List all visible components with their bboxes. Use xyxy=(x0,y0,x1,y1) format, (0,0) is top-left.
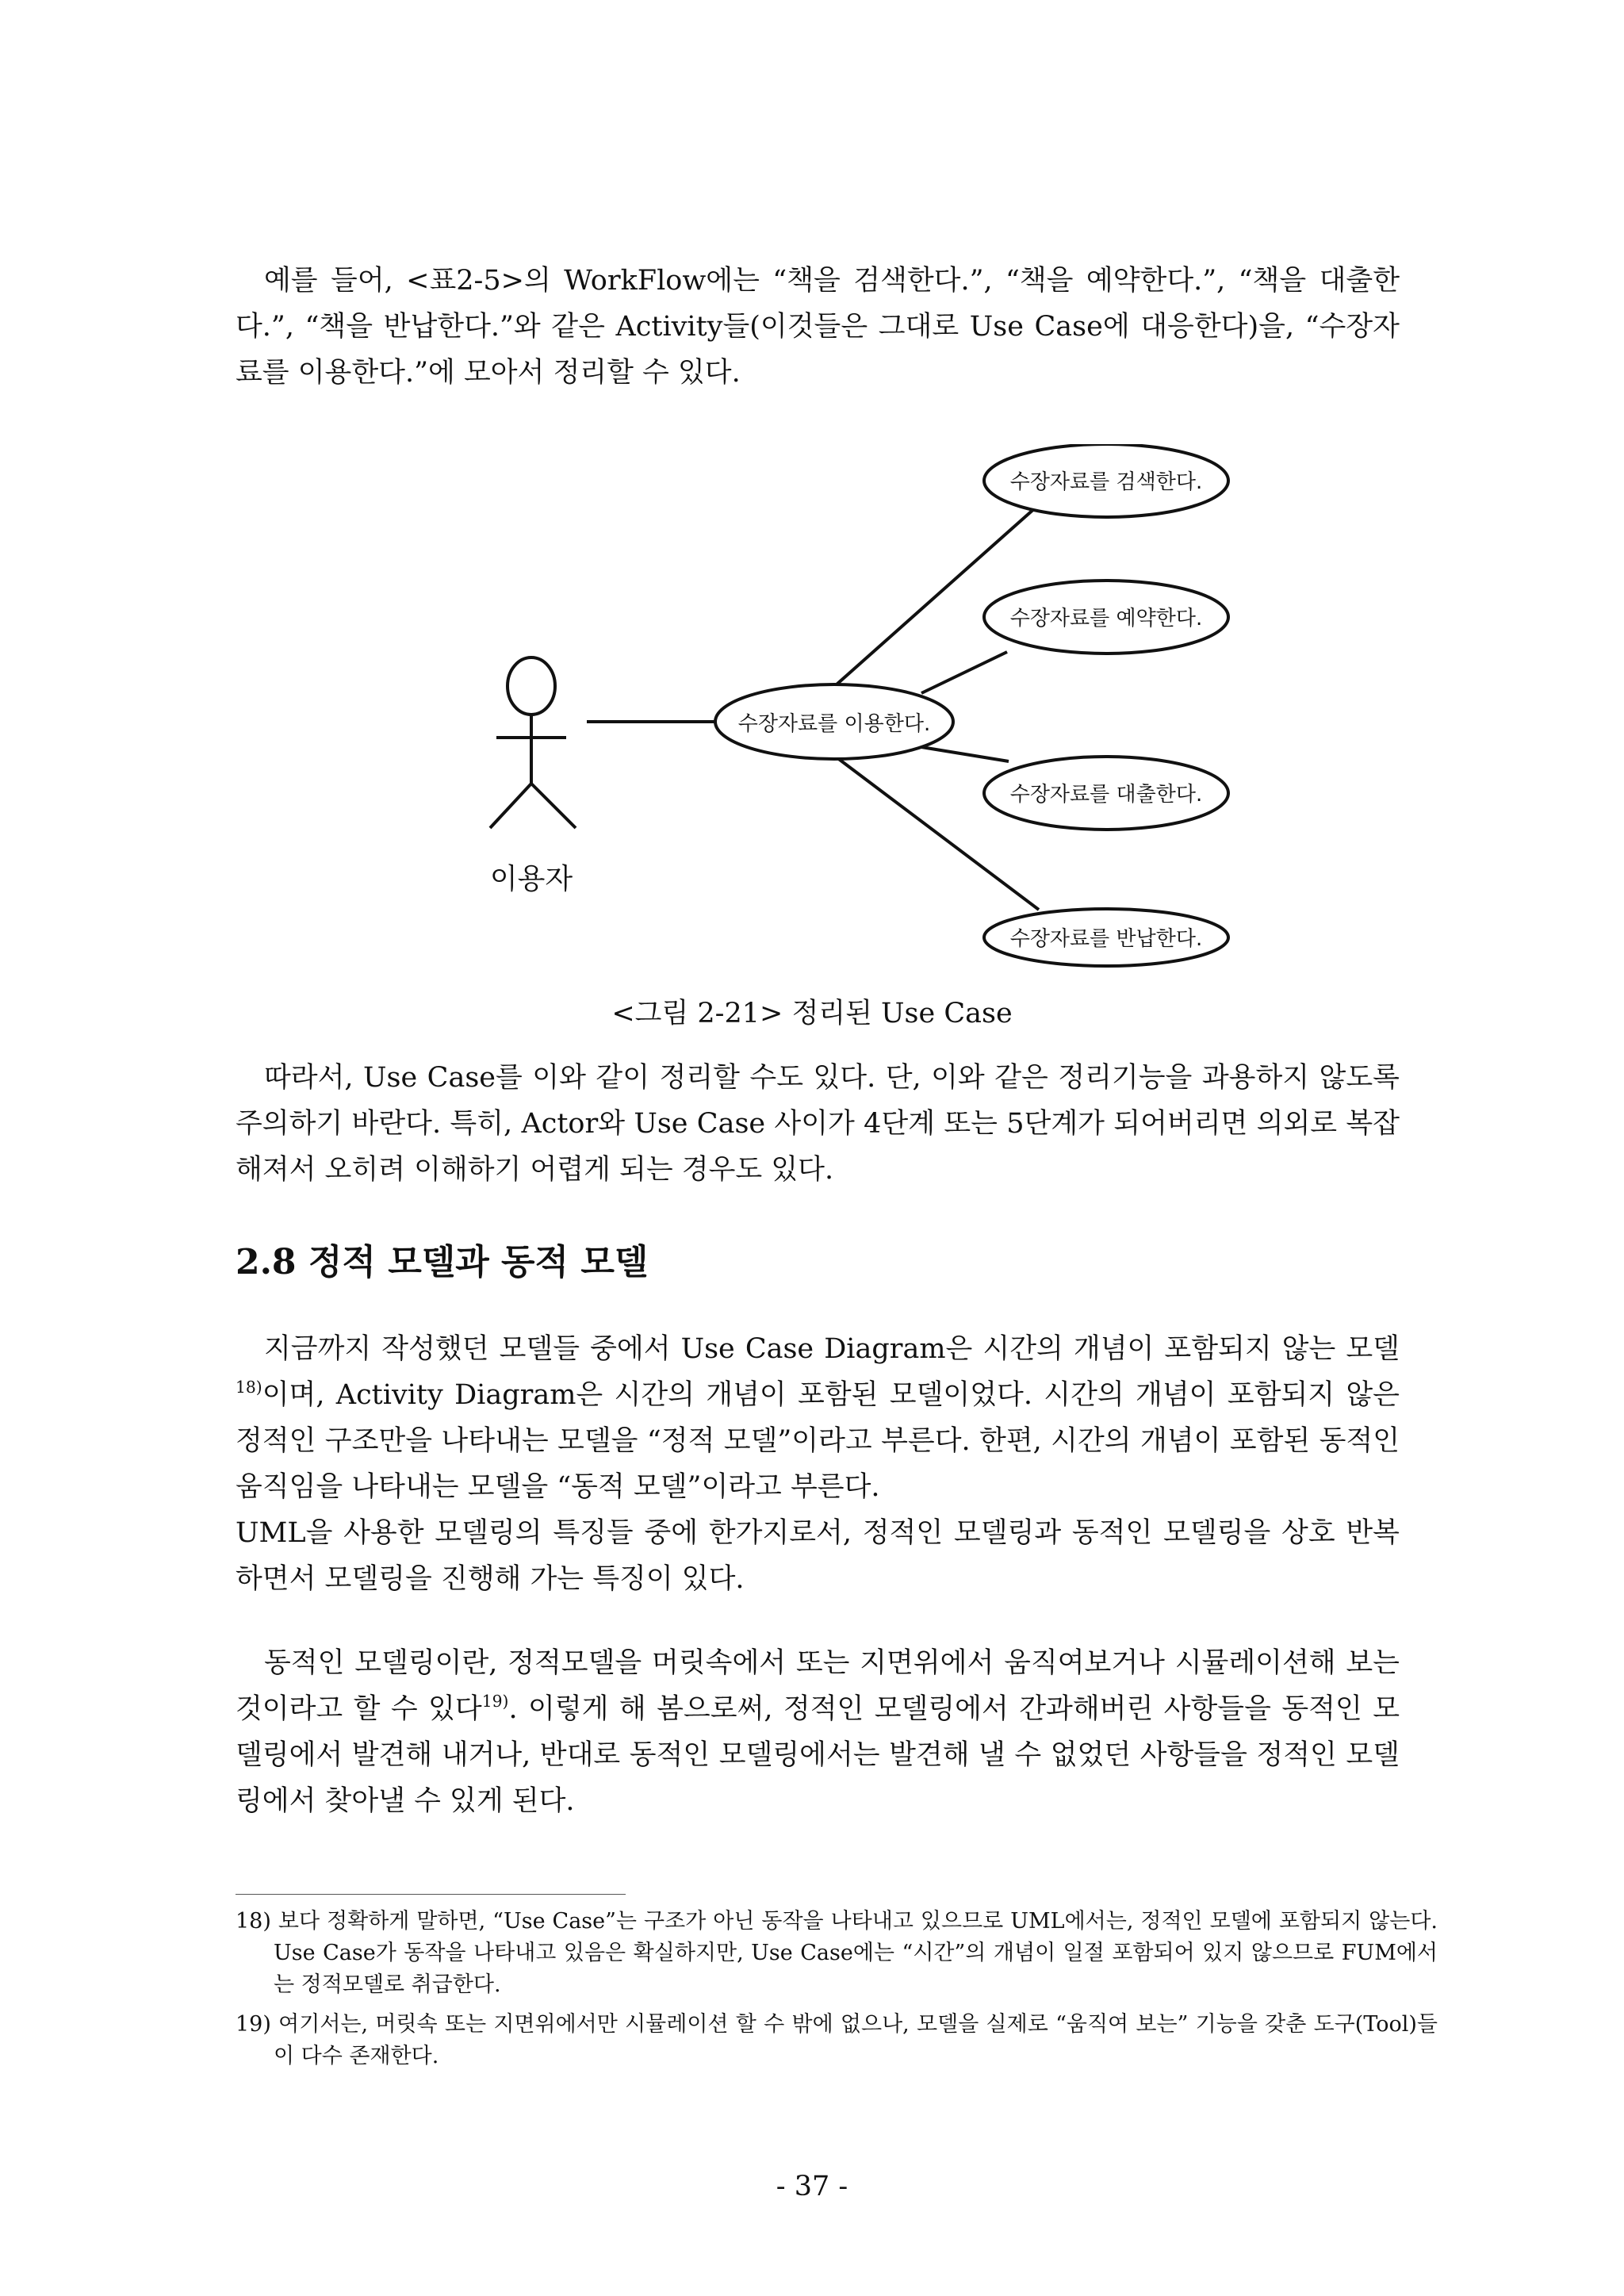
use-case-reserve-label: 수장자료를 예약한다. xyxy=(1009,607,1203,631)
include-line-reserve xyxy=(921,652,1007,693)
body-paragraph-2: 따라서, Use Case를 이와 같이 정리할 수도 있다. 단, 이와 같은 정리기능을 과용하지 않도록 주의하기 바란다. 특히, Actor와 Use Case 사이가 4단계 또는 5단계가 되어버리면 의외로 복잡해져서 오히려 이해하기 어렵게 되는 경우도 있다. xyxy=(236,1062,1400,1186)
actor-head xyxy=(508,657,555,715)
body-paragraph-4: UML을 사용한 모델링의 특징들 중에 한가지로서, 정적인 모델링과 동적인 모델링을 상호 반복하면서 모델링을 진행해 가는 특징이 있다. xyxy=(236,1517,1400,1595)
actor-right-leg xyxy=(531,784,576,828)
use-case-central xyxy=(715,684,953,759)
para3-text-b: 이며, Activity Diagram은 시간의 개념이 포함된 모델이었다. 시간의 개념이 포함되지 않은 정적인 구조만을 나타내는 모델을 “정적 모델”이라고 부른다. 한편, 시간의 개념이 포함된 동적인 움직임을 나타내는 모델을 “동적 모델”이라고 부른다. xyxy=(236,1379,1400,1503)
para5-text-b: . 이렇게 해 봄으로써, 정적인 모델링에서 간과해버린 사항들을 동적인 모델링에서 발견해 내거나, 반대로 동적인 모델링에서는 발견해 낼 수 없었던 사항들을 정적인 모델링에서 찾아낼 수 있게 된다. xyxy=(236,1693,1400,1817)
use-case-central-label: 수장자료를 이용한다. xyxy=(737,712,931,736)
include-line-lend xyxy=(921,747,1009,761)
footnote-ref-18[interactable]: 18) xyxy=(236,1377,262,1397)
body-paragraph-1: 예를 들어, <표2-5>의 WorkFlow에는 “책을 검색한다.”, “책을 예약한다.”, “책을 대출한다.”, “책을 반납한다.”와 같은 Activity들(이것들은 그대로 Use Case에 대응한다)을, “수장자료를 이용한다.”에 모아서 정리할 수 있다. xyxy=(236,265,1400,389)
use-case-lend-label: 수장자료를 대출한다. xyxy=(1009,783,1203,807)
actor-figure xyxy=(490,657,576,828)
use-case-search-label: 수장자료를 검색한다. xyxy=(1009,470,1203,494)
body-paragraph-5 xyxy=(236,1640,1400,1824)
para3-text-a: 지금까지 작성했던 모델들 중에서 Use Case Diagram은 시간의 개념이 포함되지 않는 모델 xyxy=(264,1333,1400,1365)
actor-left-leg xyxy=(490,784,531,828)
footnote-divider xyxy=(236,1894,626,1895)
footnote-19: 19) 여기서는, 머릿속 또는 지면위에서만 시뮬레이션 할 수 밖에 없으나, 모델을 실제로 “움직여 보는” 기능을 갖춘 도구(Tool)들이 다수 존재한다. xyxy=(236,2012,1438,2068)
page-number: - 37 - xyxy=(776,2171,848,2202)
section-heading: 2.8 정적 모델과 동적 모델 xyxy=(236,1242,649,1282)
actor-label: 이용자 xyxy=(489,863,573,895)
footnote-18: 18) 보다 정확하게 말하면, “Use Case”는 구조가 아닌 동작을 나타내고 있으므로 UML에서는, 정적인 모델에 포함되지 않는다. Use Case가 동작을 나타내고 있음은 확실하지만, Use Case에는 “시간”의 개념이 일절 포함되어 있지 않으므로 FUM에서는 정적모델로 취급한다. xyxy=(236,1909,1438,1997)
figure-caption: <그림 2-21> 정리된 Use Case xyxy=(611,998,1013,1029)
use-case-return-label: 수장자료를 반납한다. xyxy=(1009,927,1203,951)
use-case-return xyxy=(984,909,1228,966)
footnote-ref-19[interactable]: 19) xyxy=(481,1691,509,1711)
use-case-lend xyxy=(984,757,1228,830)
body-paragraph-3 xyxy=(236,1326,1400,1510)
use-case-search xyxy=(984,444,1228,517)
use-case-diagram xyxy=(468,444,1277,968)
para5-text-a: 동적인 모델링이란, 정적모델을 머릿속에서 또는 지면위에서 움직여보거나 시뮬레이션해 보는 것이라고 할 수 있다 xyxy=(236,1647,1400,1725)
use-case-reserve xyxy=(984,581,1228,654)
